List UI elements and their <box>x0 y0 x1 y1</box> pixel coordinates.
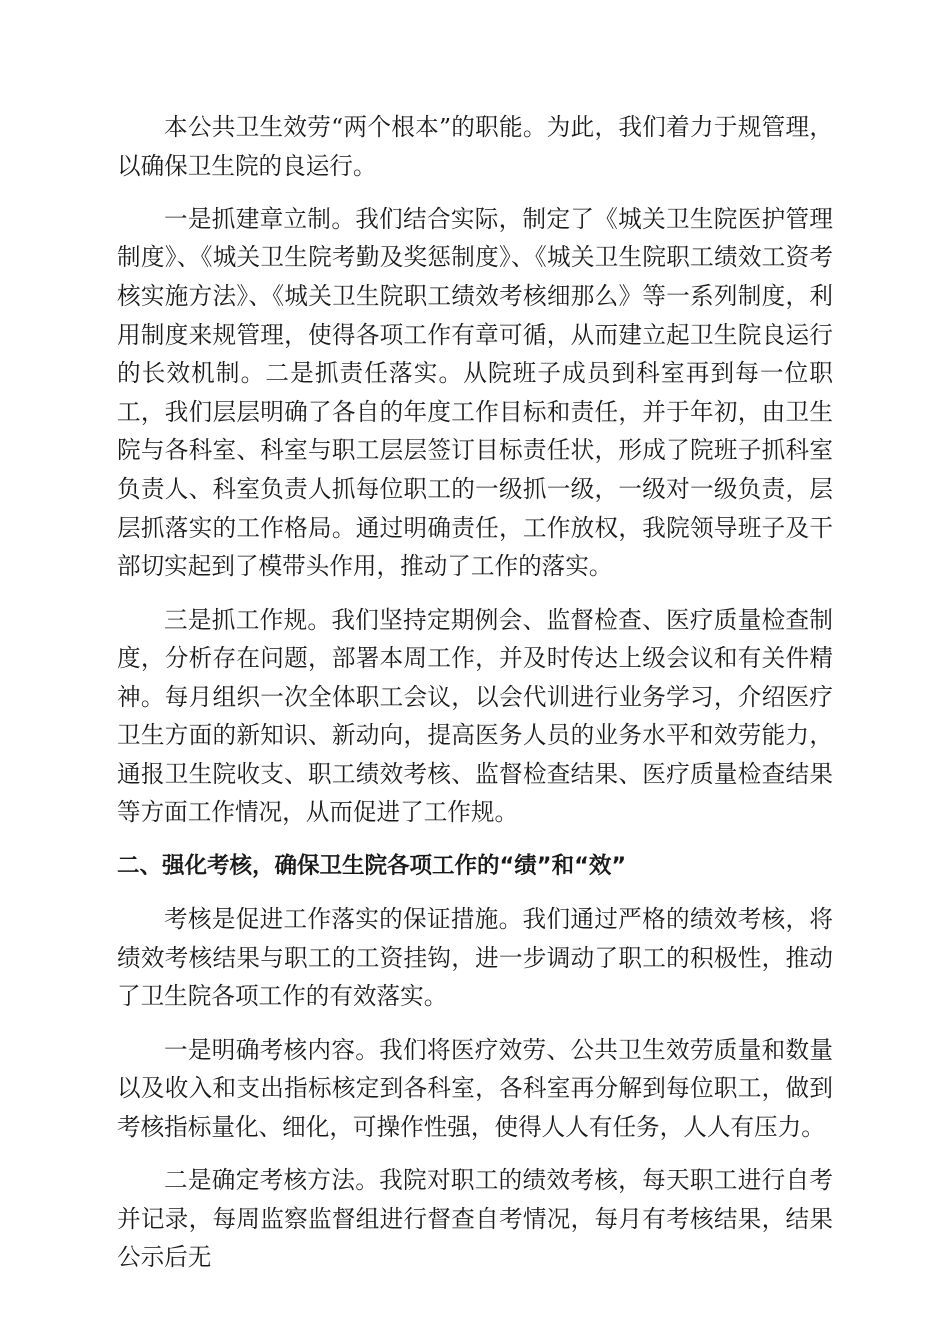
document-body <box>117 108 833 1291</box>
paragraph-method: 二是确定考核方法。我院对职工的绩效考核，每天职工进行自考并记录，每周监察监督组进行督查自考情况，每月有考核结果，结果公示后无 <box>117 1165 833 1272</box>
paragraph-content: 一是明确考核内容。我们将医疗效劳、公共卫生效劳质量和数量以及收入和支出指标核定到各科室，各科室再分解到每位职工，做到考核指标量化、细化，可操作性强，使得人人有任务，人人有压力。 <box>117 1035 833 1141</box>
section-heading: 二、强化考核，确保卫生院各项工作的“绩”和“效” <box>117 852 627 879</box>
paragraph-intro: 本公共卫生效劳“两个根本”的职能。为此，我们着力于规管理，以确保卫生院的良运行。 <box>117 113 833 180</box>
paragraph-standards: 三是抓工作规。我们坚持定期例会、监督检查、医疗质量检查制度，分析存在问题，部署本周工作，并及时传达上级会议和有关件精神。每月组织一次全体职工会议，以会代训进行业务学习，介绍医疗卫生方面的新知识、新动向，提高医务人员的业务水平和效劳能力，通报卫生院收支、职工绩效考核、监督检查结果、医疗质量检查结果等方面工作情况，从而促进了工作规。 <box>117 605 833 827</box>
paragraph-assessment: 考核是促进工作落实的保证措施。我们通过严格的绩效考核，将绩效考核结果与职工的工资挂钩，进一步调动了职工的积极性，推动了卫生院各项工作的有效落实。 <box>117 905 833 1011</box>
paragraph-rules: 一是抓建章立制。我们结合实际，制定了《城关卫生院医护管理制度》、《城关卫生院考勤及奖惩制度》、《城关卫生院职工绩效工资考核实施方法》、《城关卫生院职工绩效考核细那么》等一系列制度，利用制度来规管理，使得各项工作有章可循，从而建立起卫生院良运行的长效机制。二是抓责任落实。从院班子成员到科室再到每一位职工，我们层层明确了各自的年度工作目标和责任，并于年初，由卫生院与各科室、科室与职工层层签订目标责任状，形成了院班子抓科室负责人、科室负责人抓每位职工的一级抓一级，一级对一级负责，层层抓落实的工作格局。通过明确责任，工作放权，我院领导班子及干部切实起到了模带头作用，推动了工作的落实。 <box>117 204 833 581</box>
